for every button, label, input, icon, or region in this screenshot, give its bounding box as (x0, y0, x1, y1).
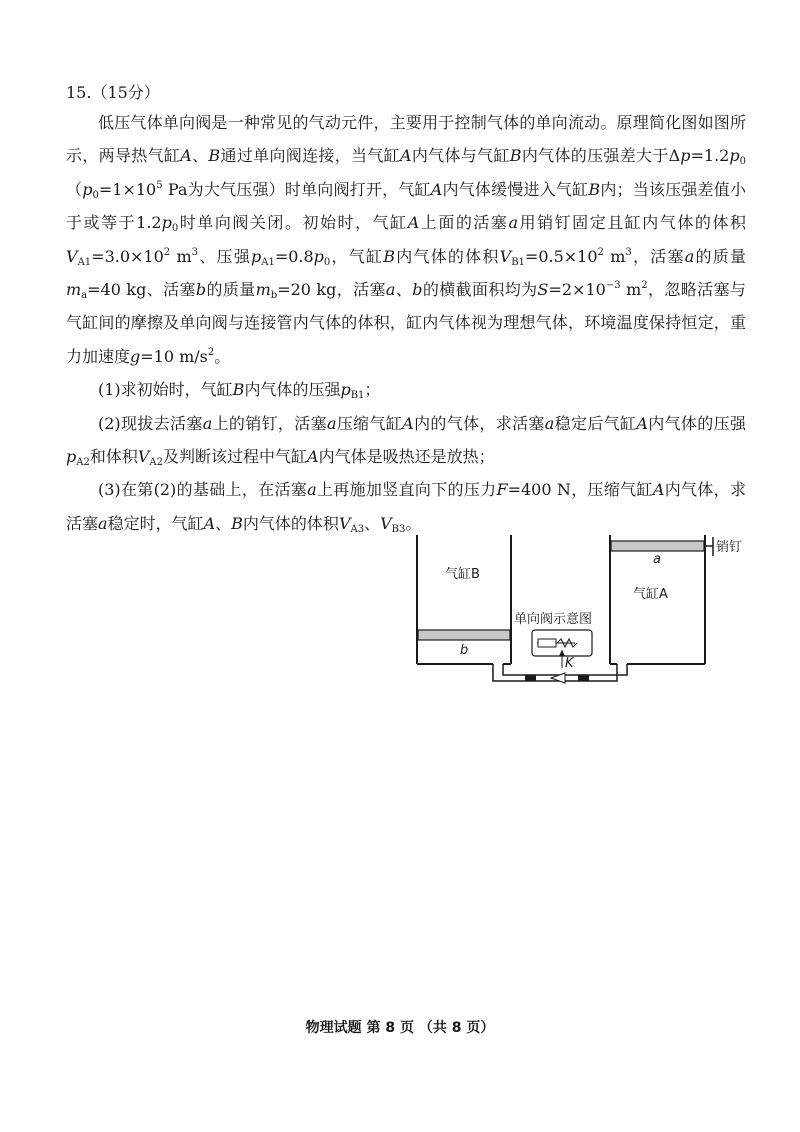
question-number: 15.（15分） (66, 83, 160, 102)
pin-label: 销钉 (716, 540, 743, 555)
valve-caption: 单向阀示意图 (514, 612, 593, 627)
cylinder-a-label: 气缸A (633, 587, 668, 602)
question-part-3: (3)在第(2)的基础上，在活塞a上再施加竖直向下的压力F=400 N，压缩气缸A内气体，求活塞a稳定时，气缸A、B内气体的体积$V_{A3}$、$V_{B3}$。 (66, 480, 746, 535)
question-intro: 低压气体单向阀是一种常见的气动元件，主要用于控制气体的单向流动。原理简化图如图所示，两导热气缸A、B通过单向阀连接，当气缸A内气体与气缸B内气体的压强差大于$\Delta p=1.2p_0(p_0=1\times 10^5$ Pa为大气压强）时单向阀打开，气缸A内气体缓慢进入气缸B内；当该压强差值小于或等于$1.2p_0$时单向阀关闭。初始时，气缸A上面的活塞a用销钉固定且缸内气体的体积$V_{A1}=3.0\times 10^2$ $m^3$、压强$p_{A1}=0.8p_0$，气缸B内气体的体积$V_{B1}=0.5\times 10^2$ $m^3$，活塞a的质量$m_a=40$ kg、活塞b的质量$m_b=20$ kg，活塞a、b的横截面积均为$S=2\times 10^{-3}$ $m^2$，忽略活塞与气缸间的摩擦及单向阀与连接管内气体的体积，缸内气体视为理想气体，环境温度保持恒定，重力加速度g=10 $m/s^2$。 (66, 113, 746, 366)
piston-a (611, 541, 704, 551)
valve-schematic (532, 630, 592, 668)
page-footer: 物理试题 第 8 页 （共 8 页） (305, 1020, 495, 1036)
valve-k-label: K (565, 656, 574, 671)
valve-diagram (405, 530, 785, 695)
piston-b-label: b (460, 643, 469, 658)
question-part-2: (2)现拔去活塞a上的销钉，活塞a压缩气缸A内的气体，求活塞a稳定后气缸A内气体的压强$p_{A2}$和体积$V_{A2}$及判断该过程中气缸A内气体是吸热还是放热； (66, 413, 746, 469)
connecting-pipe (493, 664, 627, 683)
piston-b (418, 630, 510, 640)
cylinder-b-label: 气缸B (445, 567, 480, 582)
piston-a-label: a (653, 552, 661, 567)
question-part-1: (1)求初始时，气缸B内气体的压强$p_{B1}$； (98, 380, 381, 402)
question-body (66, 106, 746, 540)
